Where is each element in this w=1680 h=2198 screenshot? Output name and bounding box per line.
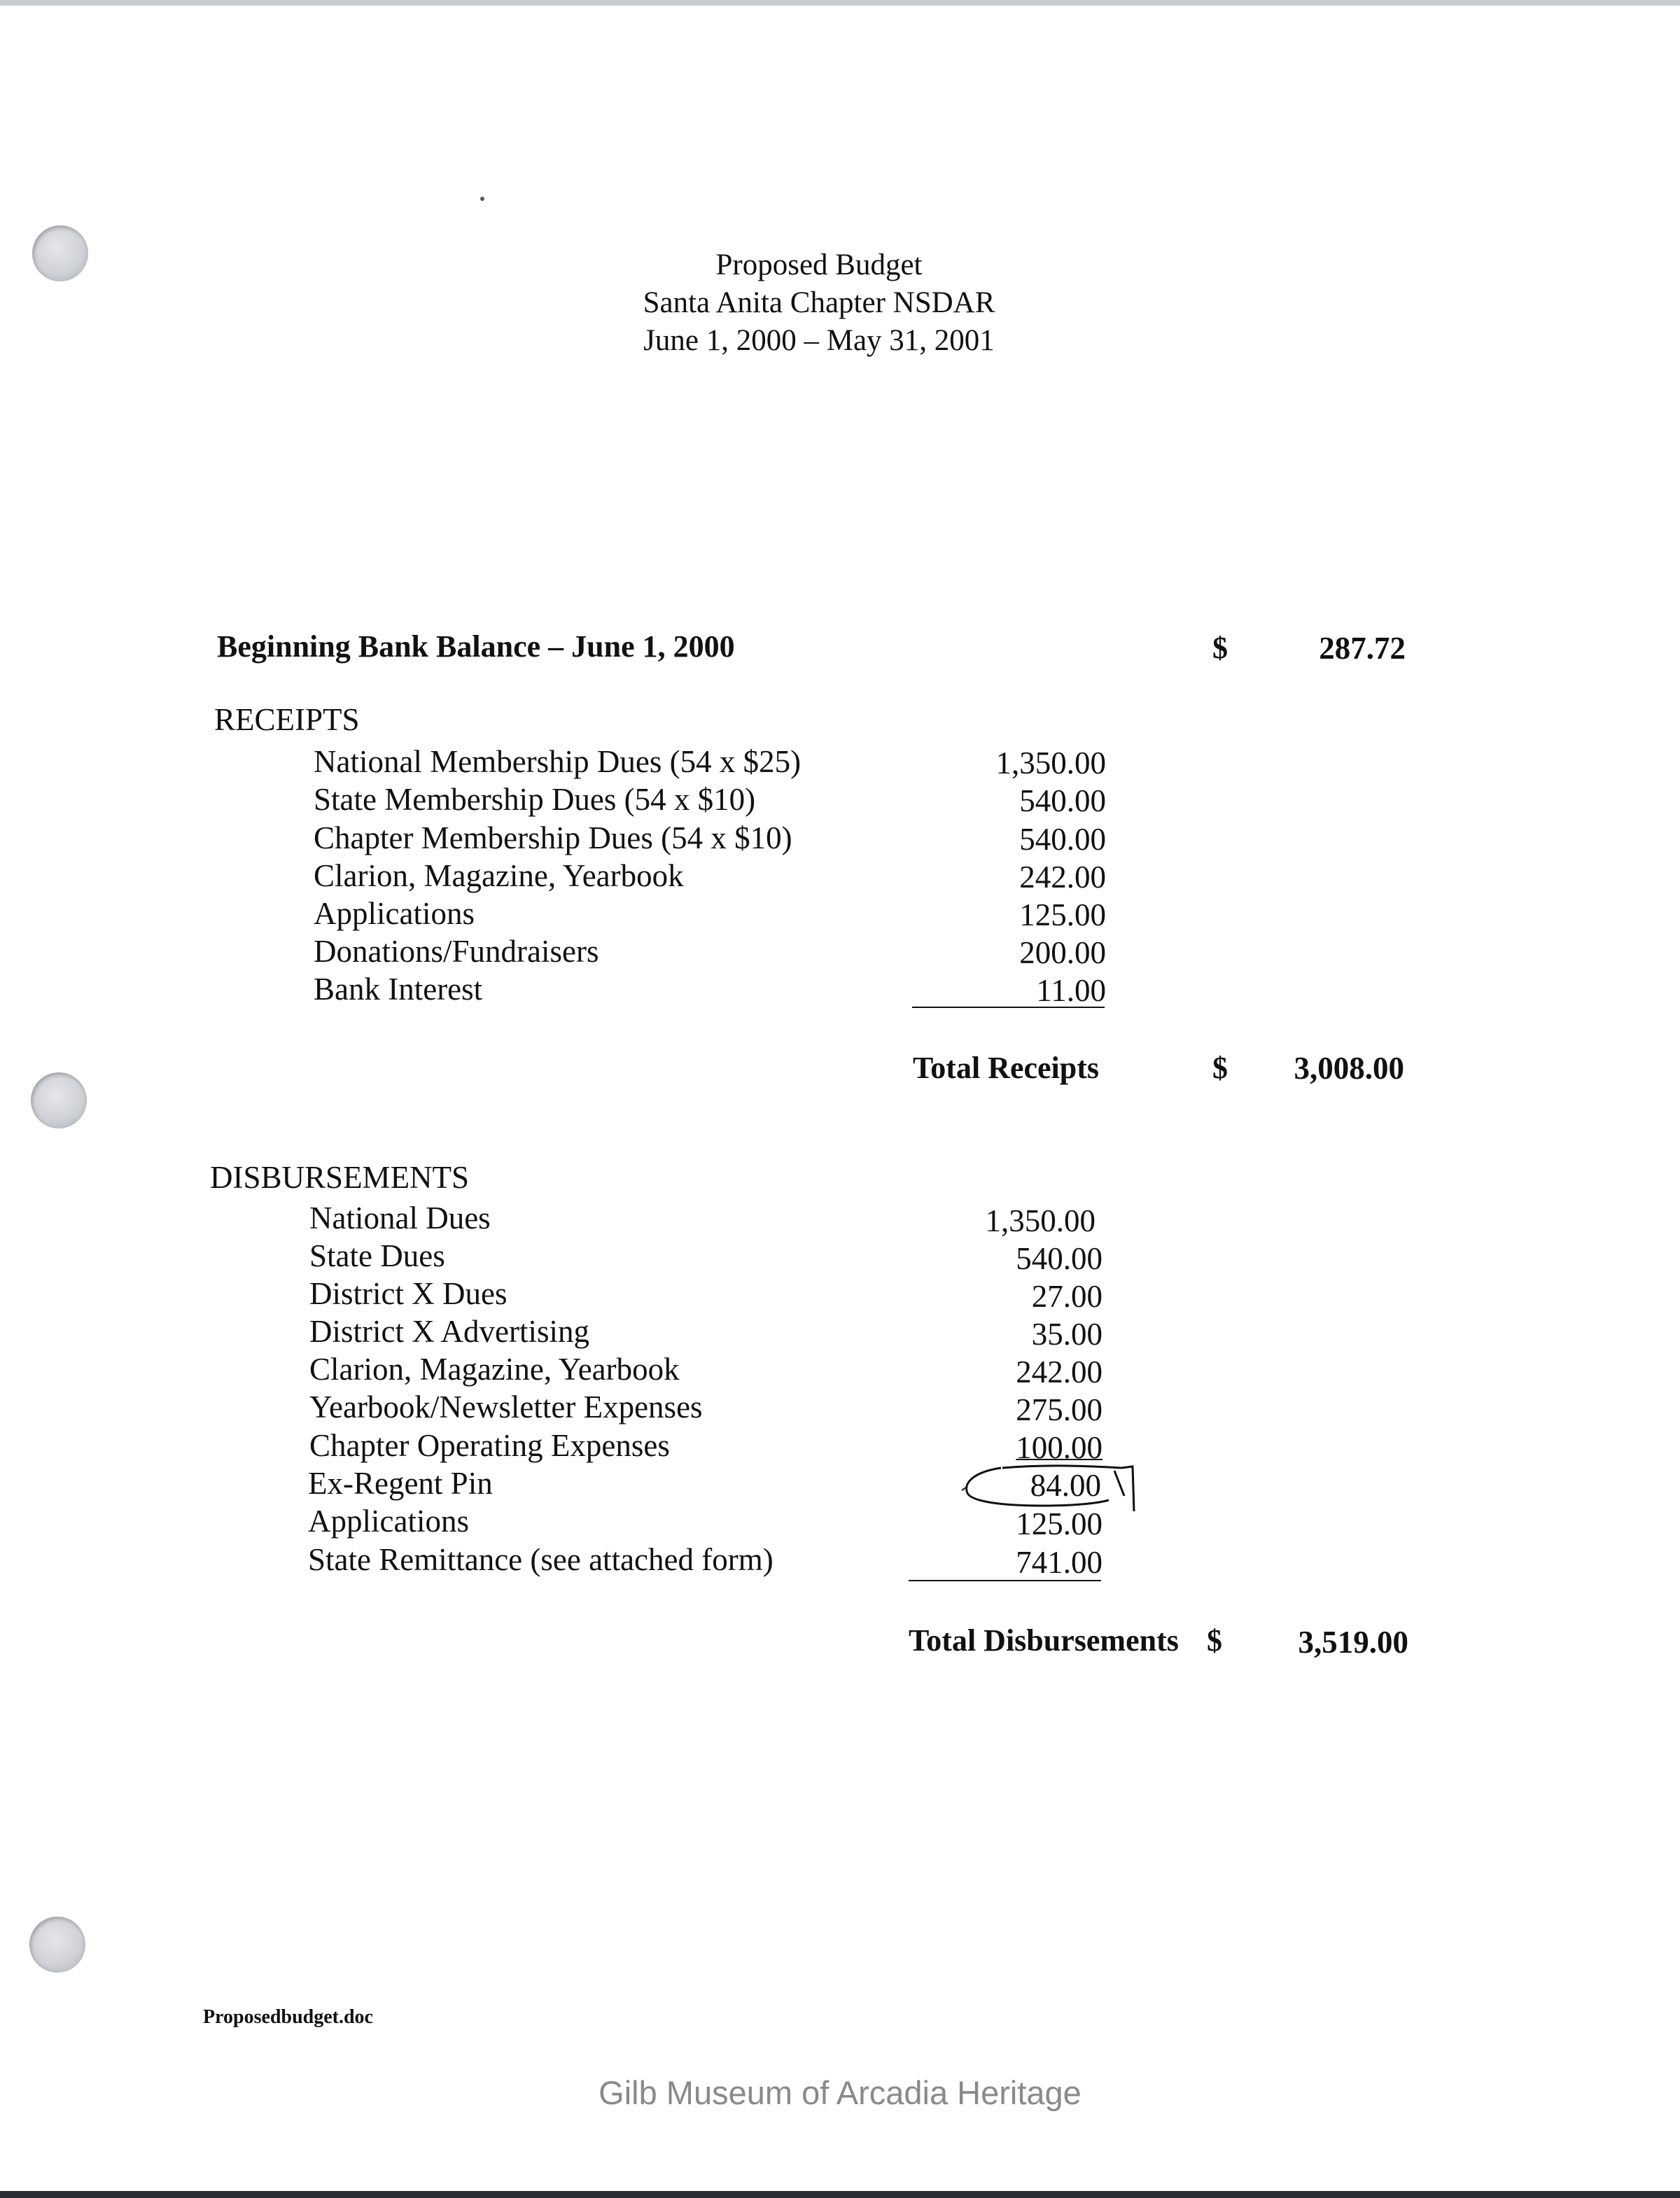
disbursement-label: Clarion, Magazine, Yearbook xyxy=(309,1352,680,1387)
scan-top-edge xyxy=(0,0,1680,6)
receipt-label: Applications xyxy=(314,896,475,931)
disbursement-amount: 741.00 xyxy=(1016,1545,1102,1580)
total-receipts-amount: 3,008.00 xyxy=(1294,1051,1404,1086)
disbursement-amount: 275.00 xyxy=(1016,1392,1102,1427)
receipt-amount: 242.00 xyxy=(1019,860,1106,895)
document-filename: Proposedbudget.doc xyxy=(203,2006,373,2028)
total-receipts-currency: $ xyxy=(1212,1051,1228,1085)
disbursement-label: Yearbook/Newsletter Expenses xyxy=(309,1390,703,1424)
disbursement-label: District X Dues xyxy=(309,1276,507,1311)
beginning-balance-currency: $ xyxy=(1212,631,1228,665)
disbursement-label: Chapter Operating Expenses xyxy=(309,1428,670,1463)
disbursement-amount: 35.00 xyxy=(1031,1317,1102,1352)
disbursement-label: District X Advertising xyxy=(309,1314,589,1349)
disbursement-amount: 27.00 xyxy=(1031,1279,1102,1314)
document-header xyxy=(0,246,1638,360)
receipt-amount: 540.00 xyxy=(1019,783,1106,818)
disbursement-amount: 242.00 xyxy=(1016,1354,1102,1390)
disbursements-heading: DISBURSEMENTS xyxy=(210,1160,470,1195)
disbursement-amount: 84.00 xyxy=(1030,1468,1101,1503)
disbursement-label: State Dues xyxy=(309,1238,445,1273)
museum-watermark: Gilb Museum of Arcadia Heritage xyxy=(598,2074,1082,2111)
receipt-label: Donations/Fundraisers xyxy=(314,934,599,969)
disbursement-label: State Remittance (see attached form) xyxy=(308,1542,774,1577)
receipts-heading: RECEIPTS xyxy=(214,702,360,737)
scan-bottom-edge xyxy=(0,2191,1680,2198)
receipts-subtotal-rule xyxy=(912,1007,1105,1008)
beginning-balance-amount: 287.72 xyxy=(1319,631,1406,666)
disbursement-amount: 125.00 xyxy=(1016,1506,1102,1541)
disbursement-label: National Dues xyxy=(309,1200,491,1236)
disbursement-label: Applications xyxy=(308,1504,469,1539)
disbursement-label: Ex-Regent Pin xyxy=(308,1466,493,1501)
organization-name: Santa Anita Chapter NSDAR xyxy=(643,286,995,319)
receipt-amount: 1,350.00 xyxy=(995,746,1106,780)
total-disbursements-label: Total Disbursements xyxy=(909,1623,1179,1658)
beginning-balance-label: Beginning Bank Balance – June 1, 2000 xyxy=(217,629,735,664)
receipt-label: Clarion, Magazine, Yearbook xyxy=(314,858,684,893)
receipt-amount: 540.00 xyxy=(1019,822,1106,857)
punch-hole-bottom xyxy=(29,1917,85,1973)
punch-hole-middle xyxy=(31,1072,87,1128)
document-title: Proposed Budget xyxy=(715,248,923,281)
receipt-label: Chapter Membership Dues (54 x $10) xyxy=(314,820,792,855)
disbursement-amount: 540.00 xyxy=(1016,1241,1102,1276)
receipt-label: National Membership Dues (54 x $25) xyxy=(314,744,802,779)
disbursement-amount: 100.00 xyxy=(1016,1430,1102,1465)
receipt-amount: 125.00 xyxy=(1019,897,1106,932)
total-receipts-label: Total Receipts xyxy=(913,1051,1100,1085)
total-disbursements-currency: $ xyxy=(1207,1623,1222,1658)
disbursements-subtotal-rule xyxy=(909,1580,1101,1581)
receipt-label: Bank Interest xyxy=(314,972,483,1007)
disbursement-amount: 1,350.00 xyxy=(985,1203,1096,1238)
receipt-label: State Membership Dues (54 x $10) xyxy=(314,782,756,817)
handwritten-circle-annotation xyxy=(959,1460,1141,1516)
total-disbursements-amount: 3,519.00 xyxy=(1298,1625,1408,1660)
budget-period: June 1, 2000 – May 31, 2001 xyxy=(643,324,995,357)
receipt-amount: 11.00 xyxy=(1036,973,1106,1008)
scan-speck xyxy=(480,197,484,201)
receipt-amount: 200.00 xyxy=(1019,935,1106,970)
